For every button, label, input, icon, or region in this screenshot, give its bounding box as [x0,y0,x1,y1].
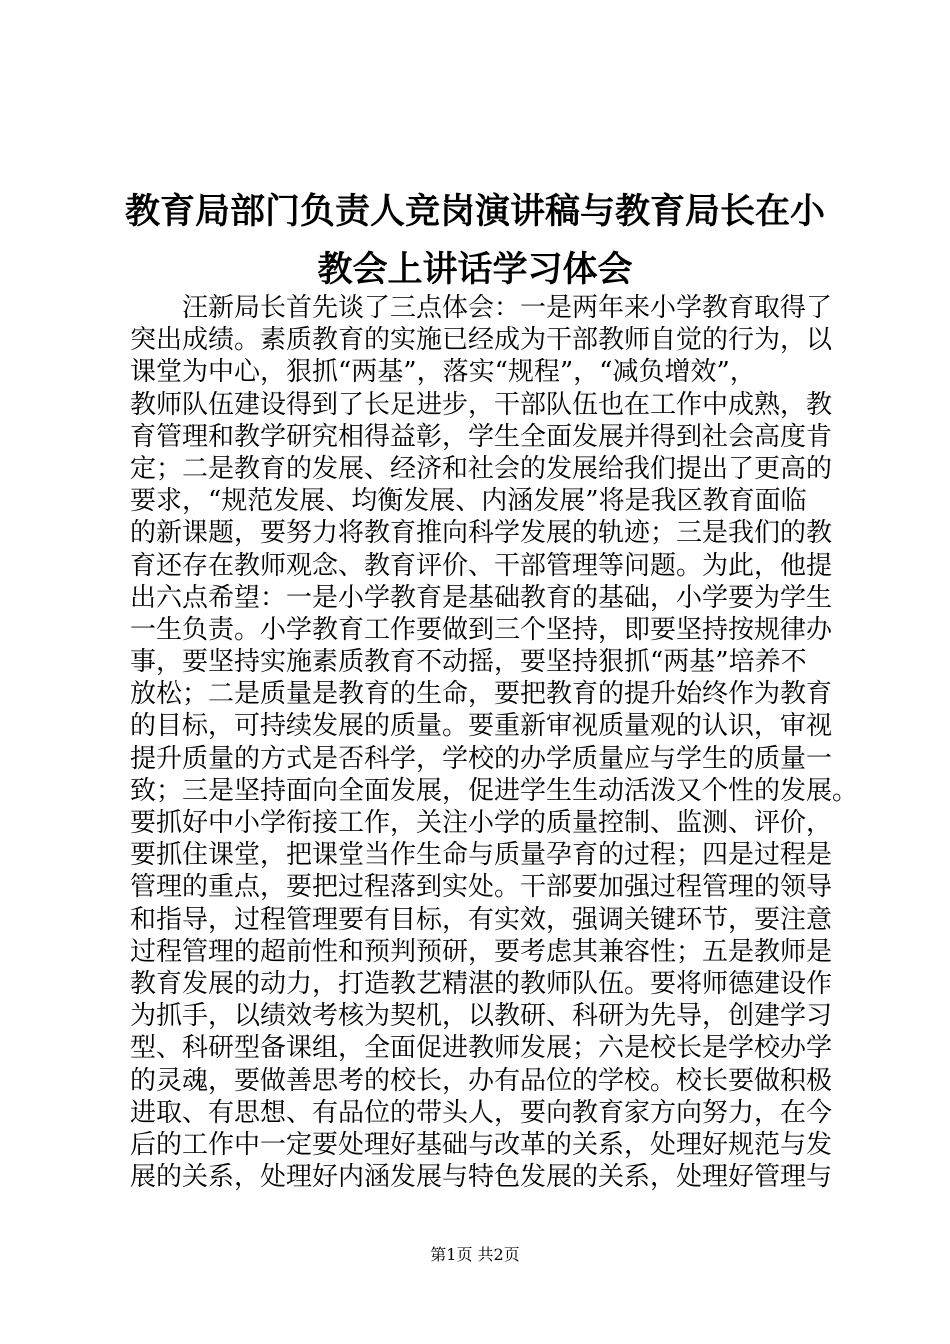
body-text-line: 的目标，可持续发展的质量。要重新审视质量观的认识，审视 [130,711,833,742]
body-text-line: 出六点希望：一是小学教育是基础教育的基础，小学要为学生 [130,582,833,613]
body-text-line: 放松；二是质量是教育的生命，要把教育的提升始终作为教育 [130,679,833,710]
document-title-line-1: 教育局部门负责人竞岗演讲稿与教育局长在小 [124,192,825,232]
document-body [130,292,860,1193]
body-text-line: 突出成绩。素质教育的实施已经成为干部教师自觉的行为，以 [130,325,833,356]
body-text-line: 过程管理的超前性和预判预研，要考虑其兼容性；五是教师是 [130,936,833,967]
body-text-line: 事，要坚持实施素质教育不动摇，要坚持狠抓“两基”培养不 [130,647,807,678]
body-text-line: 和指导，过程管理要有目标，有实效，强调关键环节，要注意 [130,904,833,935]
body-text-line: 要抓住课堂，把课堂当作生命与质量孕育的过程；四是过程是 [130,840,833,871]
body-text-line: 进取、有思想、有品位的带头人，要向教育家方向努力，在今 [130,1097,833,1128]
body-text-line: 育还存在教师观念、教育评价、干部管理等问题。为此，他提 [130,550,833,581]
body-text-line: 型、科研型备课组，全面促进教师发展；六是校长是学校办学 [130,1033,833,1064]
page-footer: 第1页 共2页 [430,1245,520,1264]
body-text-line: 汪新局长首先谈了三点体会：一是两年来小学教育取得了 [182,293,833,323]
body-text-line: 要抓好中小学衔接工作，关注小学的质量控制、监测、评价， [130,808,833,838]
body-text-line: 提升质量的方式是否科学，学校的办学质量应与学生的质量一 [130,743,833,774]
body-text-line: 要求，“规范发展、均衡发展、内涵发展”将是我区教育面临 [130,486,807,517]
body-text-line: 致；三是坚持面向全面发展，促进学生生动活泼又个性的发展。 [130,775,859,806]
body-text-line: 展的关系，处理好内涵发展与特色发展的关系，处理好管理与 [130,1162,833,1193]
body-text-line: 教育发展的动力，打造教艺精湛的教师队伍。要将师德建设作 [130,968,833,999]
body-text-line: 一生负责。小学教育工作要做到三个坚持，即要坚持按规律办 [130,614,833,645]
body-text-line: 为抓手，以绩效考核为契机，以教研、科研为先导，创建学习 [130,1001,833,1032]
body-text-line: 后的工作中一定要处理好基础与改革的关系，处理好规范与发 [130,1129,833,1160]
body-text-line: 课堂为中心，狠抓“两基”，落实“规程”，“减负增效”， [130,357,756,388]
body-text-line: 管理的重点，要把过程落到实处。干部要加强过程管理的领导 [130,872,833,903]
body-text-line: 的新课题，要努力将教育推向科学发展的轨迹；三是我们的教 [130,518,833,549]
body-text-line: 育管理和教学研究相得益彰，学生全面发展并得到社会高度肯 [130,421,833,452]
body-text-line: 的灵魂，要做善思考的校长，办有品位的学校。校长要做积极 [130,1065,833,1096]
body-text-line: 教师队伍建设得到了长足进步，干部队伍也在工作中成熟，教 [130,389,833,420]
document-title-line-2: 教会上讲话学习体会 [317,250,633,290]
body-text-line: 定；二是教育的发展、经济和社会的发展给我们提出了更高的 [130,453,833,484]
